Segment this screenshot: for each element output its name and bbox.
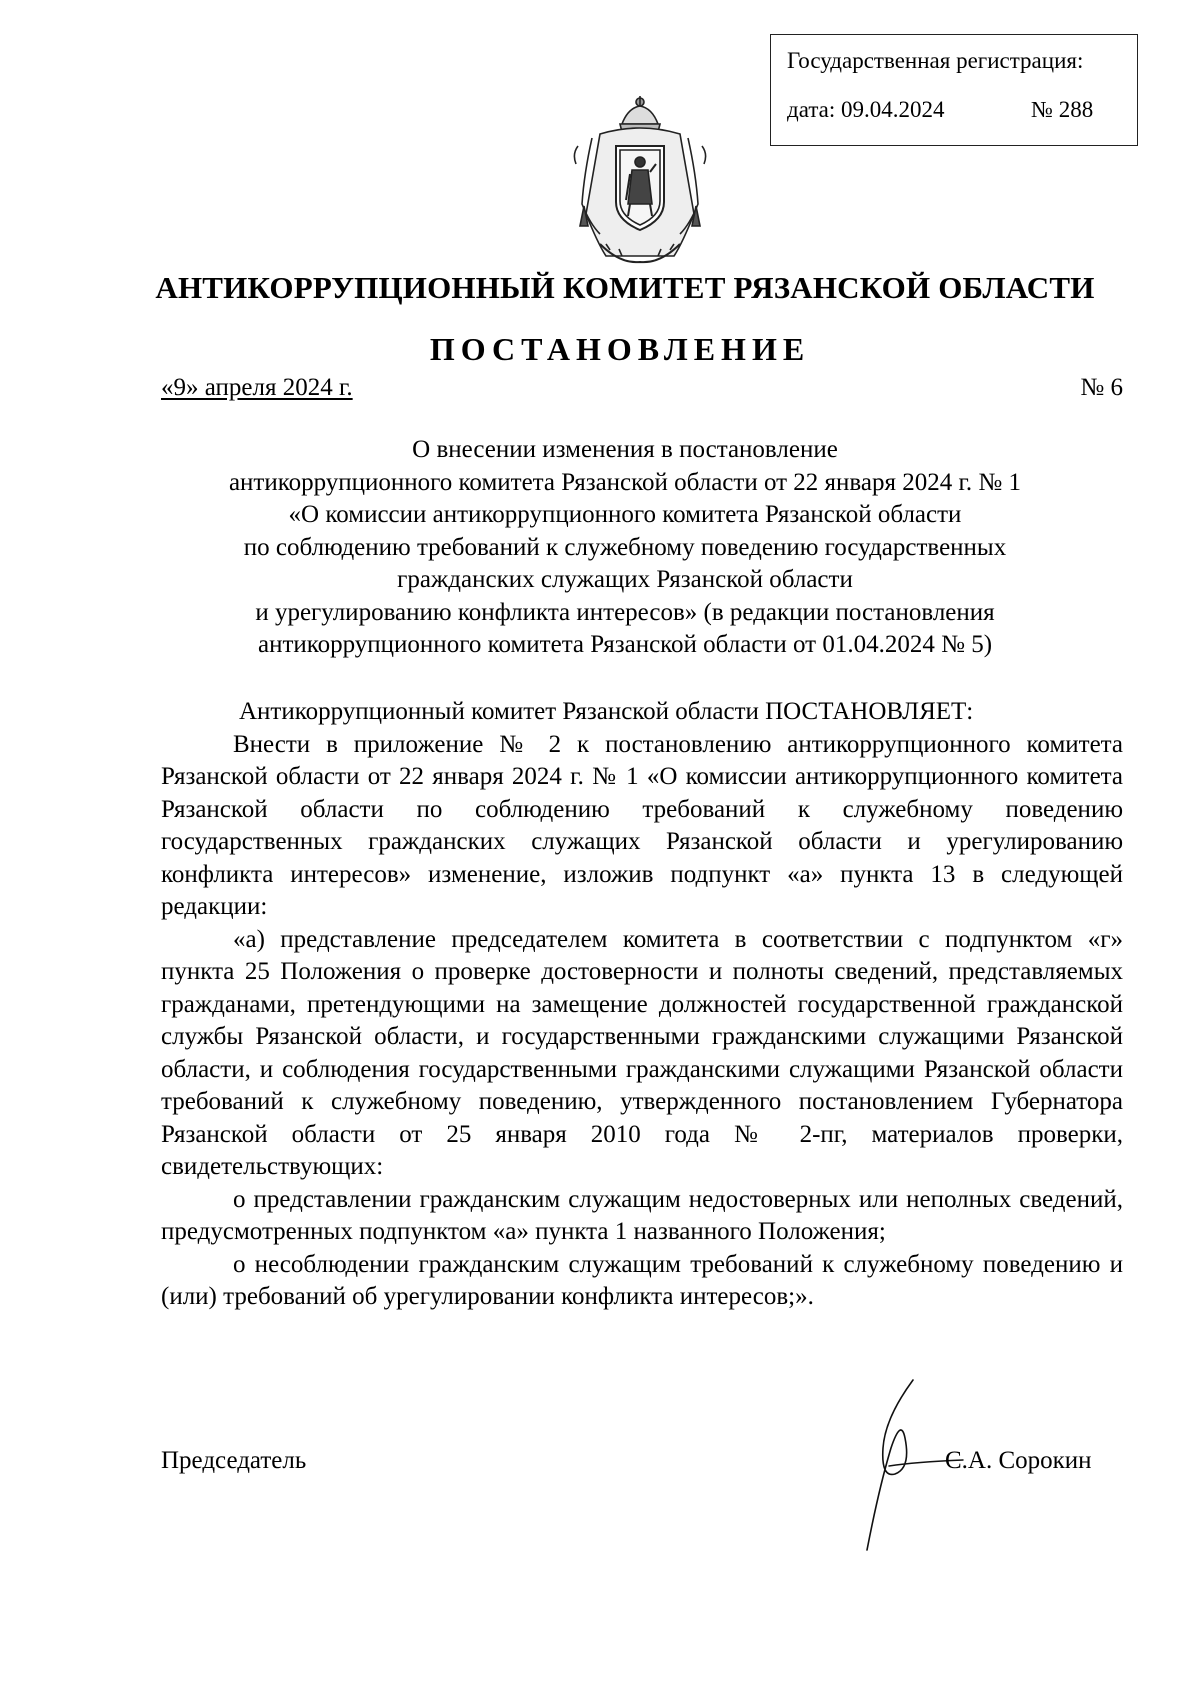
registration-title: Государственная регистрация:: [787, 48, 1084, 73]
subject-line: гражданских служащих Рязанской области: [397, 566, 853, 593]
registration-number: № 288: [1031, 97, 1094, 122]
document-date: «9» апреля 2024 г.: [161, 374, 353, 401]
signatory-name: С.А. Сорокин: [945, 1447, 1092, 1474]
document-number: № 6: [1080, 374, 1123, 401]
body-paragraph: Антикоррупционный комитет Рязанской области ПОСТАНОВЛЯЕТ:: [239, 698, 974, 725]
subject-line: «О комиссии антикоррупционного комитета Рязанской области: [288, 501, 962, 528]
signatory-position: Председатель: [161, 1447, 307, 1474]
registration-stamp: [770, 34, 1138, 146]
subject-line: О внесении изменения в постановление: [412, 436, 838, 463]
registration-date: дата: 09.04.2024: [787, 97, 945, 122]
subject-line: антикоррупционного комитета Рязанской области от 01.04.2024 № 5): [257, 631, 993, 658]
agency-title: АНТИКОРРУПЦИОННЫЙ КОМИТЕТ РЯЗАНСКОЙ ОБЛАСТИ: [155, 270, 1095, 305]
body-paragraph: Внести в приложение № 2 к постановлению антикоррупционного комитета Рязанской области от 22 января 2024 г. № 1 «О комиссии антикоррупционного комитета Рязанской области по соблюдению требований к служебному поведению государственных гражданских служащих Рязанской области и урегулированию конфликта интересов» изменение, изложив подпункт «а» пункта 13 в следующей редакции:: [161, 730, 1123, 920]
body-paragraph: о несоблюдении гражданским служащим требований к служебному поведению и (или) требований об урегулировании конфликта интересов;».: [161, 1250, 1123, 1310]
subject-line: и урегулированию конфликта интересов» (в редакции постановления: [255, 598, 995, 626]
document-body: [161, 696, 1123, 1314]
registration-row: [787, 98, 1137, 121]
body-paragraph: «а) представление председателем комитета в соответствии с подпунктом «г» пункта 25 Положения о проверке достоверности и полноты сведений, представляемых гражданами, претендующими на замещение должностей государственной гражданской службы Рязанской области, и государственными гражданскими служащими Рязанской области, и соблюдения государственными гражданскими служащими Рязанской области требований к служебному поведению, утвержденного постановлением Губернатора Рязанской области от 25 января 2010 года № 2-пг, материалов проверки, свидетельствующих:: [161, 925, 1123, 1180]
document-type: ПОСТАНОВЛЕНИЕ: [429, 331, 811, 367]
document-subject: [150, 434, 1100, 662]
body-paragraph: о представлении гражданским служащим недостоверных или неполных сведений, предусмотренных подпунктом «а» пункта 1 названного Положения;: [161, 1185, 1123, 1245]
subject-line: антикоррупционного комитета Рязанской области от 22 января 2024 г. № 1: [228, 468, 1022, 496]
subject-line: по соблюдению требований к служебному поведению государственных: [243, 533, 1007, 561]
coat-of-arms-icon: [570, 94, 710, 268]
